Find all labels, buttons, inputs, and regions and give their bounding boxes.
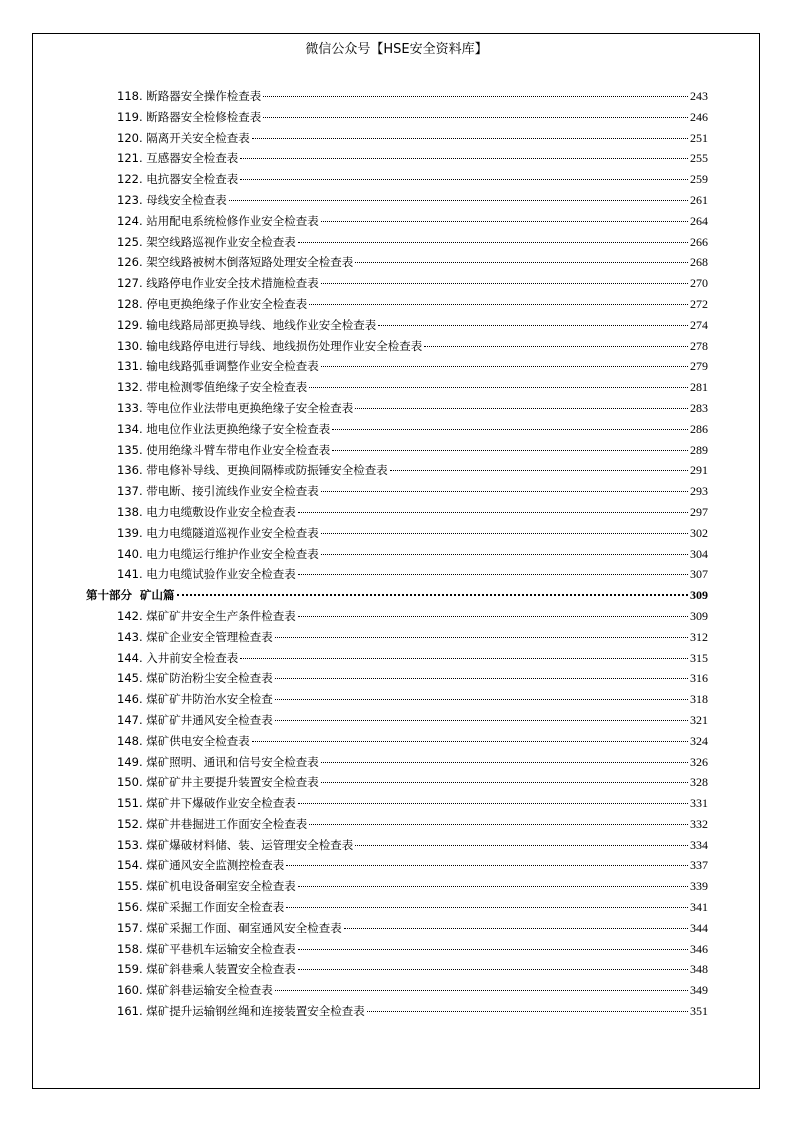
toc-entry-number: 159. [117,962,147,977]
dot-leader [344,928,688,929]
toc-entry[interactable] [86,629,708,650]
toc-entry-title: 输电线路停电进行导线、地线损伤处理作业安全检查表 [146,338,423,353]
toc-entry-page: 344 [690,920,708,935]
dot-leader [263,96,688,97]
toc-entry-title: 电力电缆隧道巡视作业安全检查表 [146,525,319,540]
toc-entry[interactable] [86,691,708,712]
toc-entry-page: 286 [690,421,708,436]
toc-entry-number: 155. [117,879,147,894]
toc-entry-page: 328 [690,775,708,790]
toc-entry-page: 309 [690,608,708,623]
toc-entry[interactable] [86,733,708,754]
toc-entry-page: 302 [690,525,708,540]
toc-entry[interactable] [86,608,708,629]
toc-entry-number: 141. [117,567,147,582]
toc-entry-title: 煤矿斜巷乘人装置安全检查表 [146,962,296,977]
dot-leader [177,594,688,596]
dot-leader [424,346,688,347]
toc-entry-number: 149. [117,754,147,769]
toc-entry-number: 133. [117,400,147,415]
toc-entry-page: 268 [690,255,708,270]
toc-entry-page: 304 [690,546,708,561]
toc-entry-page: 261 [690,192,708,207]
dot-leader [321,782,688,783]
dot-leader [321,554,688,555]
toc-entry[interactable] [86,275,708,296]
dot-leader [321,221,688,222]
toc-entry-page: 307 [690,567,708,582]
toc-entry-title: 煤矿采掘工作面安全检查表 [146,900,285,915]
toc-entry[interactable] [86,462,708,483]
dot-leader [298,969,688,970]
toc-entry-number: 145. [117,671,147,686]
toc-entry[interactable] [86,171,708,192]
toc-entry-title: 电力电缆敷设作业安全检查表 [146,504,296,519]
toc-entry-page: 243 [690,89,708,103]
toc-entry-page: 309 [690,588,708,603]
toc-entry-number: 128. [117,296,147,311]
toc-entry-page: 351 [690,1004,708,1019]
toc-entry-title: 断路器安全操作检查表 [146,89,262,103]
dot-leader [355,408,688,409]
toc-entry-title: 架空线路巡视作业安全检查表 [146,234,296,249]
dot-leader [309,304,688,305]
dot-leader [298,574,688,575]
dot-leader [298,886,688,887]
toc-entry[interactable] [86,379,708,400]
toc-entry-number: 160. [117,983,147,998]
toc-entry-number: 124. [117,213,147,228]
dot-leader [298,616,688,617]
toc-entry-number: 137. [117,484,147,499]
toc-entry-number: 150. [117,775,147,790]
dot-leader [298,512,688,513]
table-of-contents [86,88,708,1024]
toc-entry-title: 煤矿企业安全管理检查表 [146,629,273,644]
toc-entry[interactable] [86,88,708,109]
dot-leader [367,1011,688,1012]
toc-entry-title: 煤矿井下爆破作业安全检查表 [146,796,296,811]
toc-entry[interactable] [86,400,708,421]
dot-leader [240,158,688,159]
toc-entry[interactable] [86,857,708,878]
toc-entry[interactable] [86,317,708,338]
toc-entry-number: 119. [117,109,147,124]
dot-leader [286,907,688,908]
toc-entry[interactable] [86,878,708,899]
toc-entry[interactable] [86,421,708,442]
toc-entry[interactable] [86,837,708,858]
toc-entry[interactable] [86,816,708,837]
toc-entry[interactable] [86,670,708,691]
toc-entry-title: 煤矿爆破材料储、装、运管理安全检查表 [146,837,354,852]
toc-entry-number: 148. [117,733,147,748]
toc-entry[interactable] [86,150,708,171]
toc-entry-number: 152. [117,816,147,831]
toc-entry[interactable] [86,130,708,151]
dot-leader [298,242,688,243]
toc-entry-number: 121. [117,151,147,166]
toc-entry-number: 144. [117,650,147,665]
dot-leader [275,699,688,700]
dot-leader [321,283,688,284]
dot-leader [229,200,688,201]
toc-entry-title: 煤矿照明、通讯和信号安全检查表 [146,754,319,769]
toc-entry-title: 互感器安全检查表 [146,151,239,166]
toc-entry-page: 334 [690,837,708,852]
toc-entry-number: 153. [117,837,147,852]
toc-entry-title: 输电线路弧垂调整作业安全检查表 [146,359,319,374]
toc-entry-title: 电力电缆试验作业安全检查表 [146,567,296,582]
dot-leader [309,387,688,388]
toc-entry[interactable] [86,899,708,920]
toc-entry-number: 132. [117,380,147,395]
toc-entry[interactable] [86,525,708,546]
toc-entry[interactable] [86,774,708,795]
toc-entry-title: 带电断、接引流线作业安全检查表 [146,484,319,499]
toc-entry-page: 349 [690,983,708,998]
toc-entry-page: 326 [690,754,708,769]
page-header: 微信公众号【HSE安全资料库】 [305,42,488,57]
toc-entry[interactable] [86,213,708,234]
toc-entry-number: 146. [117,692,147,707]
toc-entry-page: 289 [690,442,708,457]
toc-entry[interactable] [86,254,708,275]
toc-entry-number: 131. [117,359,147,374]
toc-entry[interactable] [86,961,708,982]
dot-leader [321,366,688,367]
dot-leader [240,658,688,659]
toc-entry-number: 126. [117,255,147,270]
toc-entry-title: 煤矿采掘工作面、硐室通风安全检查表 [146,920,342,935]
toc-entry[interactable] [86,650,708,671]
toc-entry-page: 332 [690,816,708,831]
toc-entry-number: 158. [117,941,147,956]
toc-entry-page: 346 [690,941,708,956]
toc-entry-title: 煤矿矿井防治水安全检查 [146,692,273,707]
toc-entry-page: 331 [690,796,708,811]
toc-entry-page: 318 [690,692,708,707]
dot-leader [321,533,688,534]
toc-entry-page: 272 [690,296,708,311]
toc-entry[interactable] [86,795,708,816]
dot-leader [321,491,688,492]
toc-entry-page: 274 [690,317,708,332]
toc-entry-page: 270 [690,276,708,291]
toc-entry-number: 127. [117,276,147,291]
toc-entry-number: 161. [117,1004,147,1019]
toc-entry-number: 第十部分 [86,588,141,603]
toc-entry-title: 等电位作业法带电更换绝缘子安全检查表 [146,400,354,415]
toc-entry-title: 地电位作业法更换绝缘子安全检查表 [146,421,331,436]
toc-entry-title: 线路停电作业安全技术措施检查表 [146,276,319,291]
toc-entry-page: 264 [690,213,708,228]
toc-entry-page: 312 [690,629,708,644]
dot-leader [332,429,688,430]
toc-entry-page: 297 [690,504,708,519]
toc-entry-page: 337 [690,858,708,873]
toc-entry-page: 278 [690,338,708,353]
toc-entry-page: 255 [690,151,708,166]
toc-entry-title: 架空线路被树木倒落短路处理安全检查表 [146,255,354,270]
toc-entry-title: 煤矿井巷掘进工作面安全检查表 [146,816,308,831]
toc-entry-number: 118. [117,89,147,103]
toc-entry[interactable] [86,920,708,941]
dot-leader [252,741,688,742]
dot-leader [390,470,688,471]
toc-entry-title: 带电检测零值绝缘子安全检查表 [146,380,308,395]
toc-entry-page: 341 [690,900,708,915]
toc-entry-title: 带电修补导线、更换间隔棒或防振锤安全检查表 [146,463,388,478]
toc-entry-number: 120. [117,130,147,145]
toc-entry-page: 315 [690,650,708,665]
dot-leader [309,824,688,825]
toc-entry-title: 煤矿机电设备硐室安全检查表 [146,879,296,894]
toc-entry-title: 煤矿矿井安全生产条件检查表 [146,608,296,623]
toc-entry-number: 140. [117,546,147,561]
toc-entry-number: 157. [117,920,147,935]
toc-entry-title: 煤矿斜巷运输安全检查表 [146,983,273,998]
toc-entry-number: 147. [117,712,147,727]
dot-leader [321,762,688,763]
toc-entry[interactable] [86,1003,708,1024]
toc-entry-title: 母线安全检查表 [146,192,227,207]
toc-entry-number: 123. [117,192,147,207]
toc-entry-number: 138. [117,504,147,519]
toc-entry-page: 316 [690,671,708,686]
toc-entry-number: 129. [117,317,147,332]
toc-entry-title: 煤矿供电安全检查表 [146,733,250,748]
dot-leader [298,803,688,804]
toc-entry-title: 输电线路局部更换导线、地线作业安全检查表 [146,317,377,332]
toc-entry-number: 142. [117,608,147,623]
toc-entry[interactable] [86,442,708,463]
toc-entry-number: 156. [117,900,147,915]
toc-entry-page: 259 [690,172,708,187]
toc-entry-title: 隔离开关安全检查表 [146,130,250,145]
toc-entry[interactable] [86,483,708,504]
toc-entry[interactable] [86,941,708,962]
toc-entry-page: 246 [690,109,708,124]
toc-entry-title: 煤矿防治粉尘安全检查表 [146,671,273,686]
dot-leader [275,990,688,991]
toc-entry-page: 324 [690,733,708,748]
toc-entry-title: 电抗器安全检查表 [146,172,239,187]
dot-leader [378,325,688,326]
dot-leader [332,450,688,451]
dot-leader [355,262,688,263]
toc-entry[interactable] [86,712,708,733]
toc-entry-title: 站用配电系统检修作业安全检查表 [146,213,319,228]
toc-entry[interactable] [86,109,708,130]
dot-leader [286,865,688,866]
toc-entry-number: 151. [117,796,147,811]
toc-entry-title: 停电更换绝缘子作业安全检查表 [146,296,308,311]
toc-entry-page: 266 [690,234,708,249]
toc-entry[interactable] [86,192,708,213]
toc-entry-page: 281 [690,380,708,395]
toc-entry-page: 251 [690,130,708,145]
dot-leader [275,720,688,721]
toc-entry-number: 134. [117,421,147,436]
toc-entry-title: 煤矿矿井主要提升装置安全检查表 [146,775,319,790]
toc-entry-number: 143. [117,629,147,644]
toc-entry-number: 130. [117,338,147,353]
toc-entry[interactable] [86,504,708,525]
toc-entry-page: 283 [690,400,708,415]
dot-leader [298,949,688,950]
toc-entry-number: 135. [117,442,147,457]
dot-leader [355,845,688,846]
toc-entry-title: 电力电缆运行维护作业安全检查表 [146,546,319,561]
dot-leader [275,678,688,679]
toc-entry[interactable] [86,982,708,1003]
toc-entry-number: 154. [117,858,147,873]
toc-entry[interactable] [86,546,708,567]
toc-entry-title: 断路器安全检修检查表 [146,109,262,124]
toc-entry-page: 293 [690,484,708,499]
toc-entry-title: 煤矿平巷机车运输安全检查表 [146,941,296,956]
toc-entry[interactable] [86,358,708,379]
toc-entry-page: 348 [690,962,708,977]
toc-entry[interactable] [86,296,708,317]
toc-entry[interactable] [86,234,708,255]
toc-entry-title: 入井前安全检查表 [146,650,239,665]
toc-entry-page: 321 [690,712,708,727]
toc-entry-number: 125. [117,234,147,249]
dot-leader [263,117,688,118]
dot-leader [252,138,688,139]
toc-entry-number: 136. [117,463,147,478]
toc-entry-page: 279 [690,359,708,374]
toc-entry-title: 煤矿矿井通风安全检查表 [146,712,273,727]
dot-leader [240,179,688,180]
toc-entry-title: 矿山篇 [140,588,175,603]
dot-leader [275,637,688,638]
toc-entry[interactable] [86,338,708,359]
toc-entry[interactable] [86,754,708,775]
toc-entry-page: 339 [690,879,708,894]
toc-entry-title: 煤矿通风安全监测控检查表 [146,858,285,873]
toc-entry-number: 122. [117,172,147,187]
toc-entry[interactable] [86,566,708,587]
toc-entry-page: 291 [690,463,708,478]
toc-entry-number: 139. [117,525,147,540]
toc-entry-title: 使用绝缘斗臂车带电作业安全检查表 [146,442,331,457]
toc-entry-title: 煤矿提升运输钢丝绳和连接装置安全检查表 [146,1004,365,1019]
toc-part-heading[interactable] [86,587,708,608]
